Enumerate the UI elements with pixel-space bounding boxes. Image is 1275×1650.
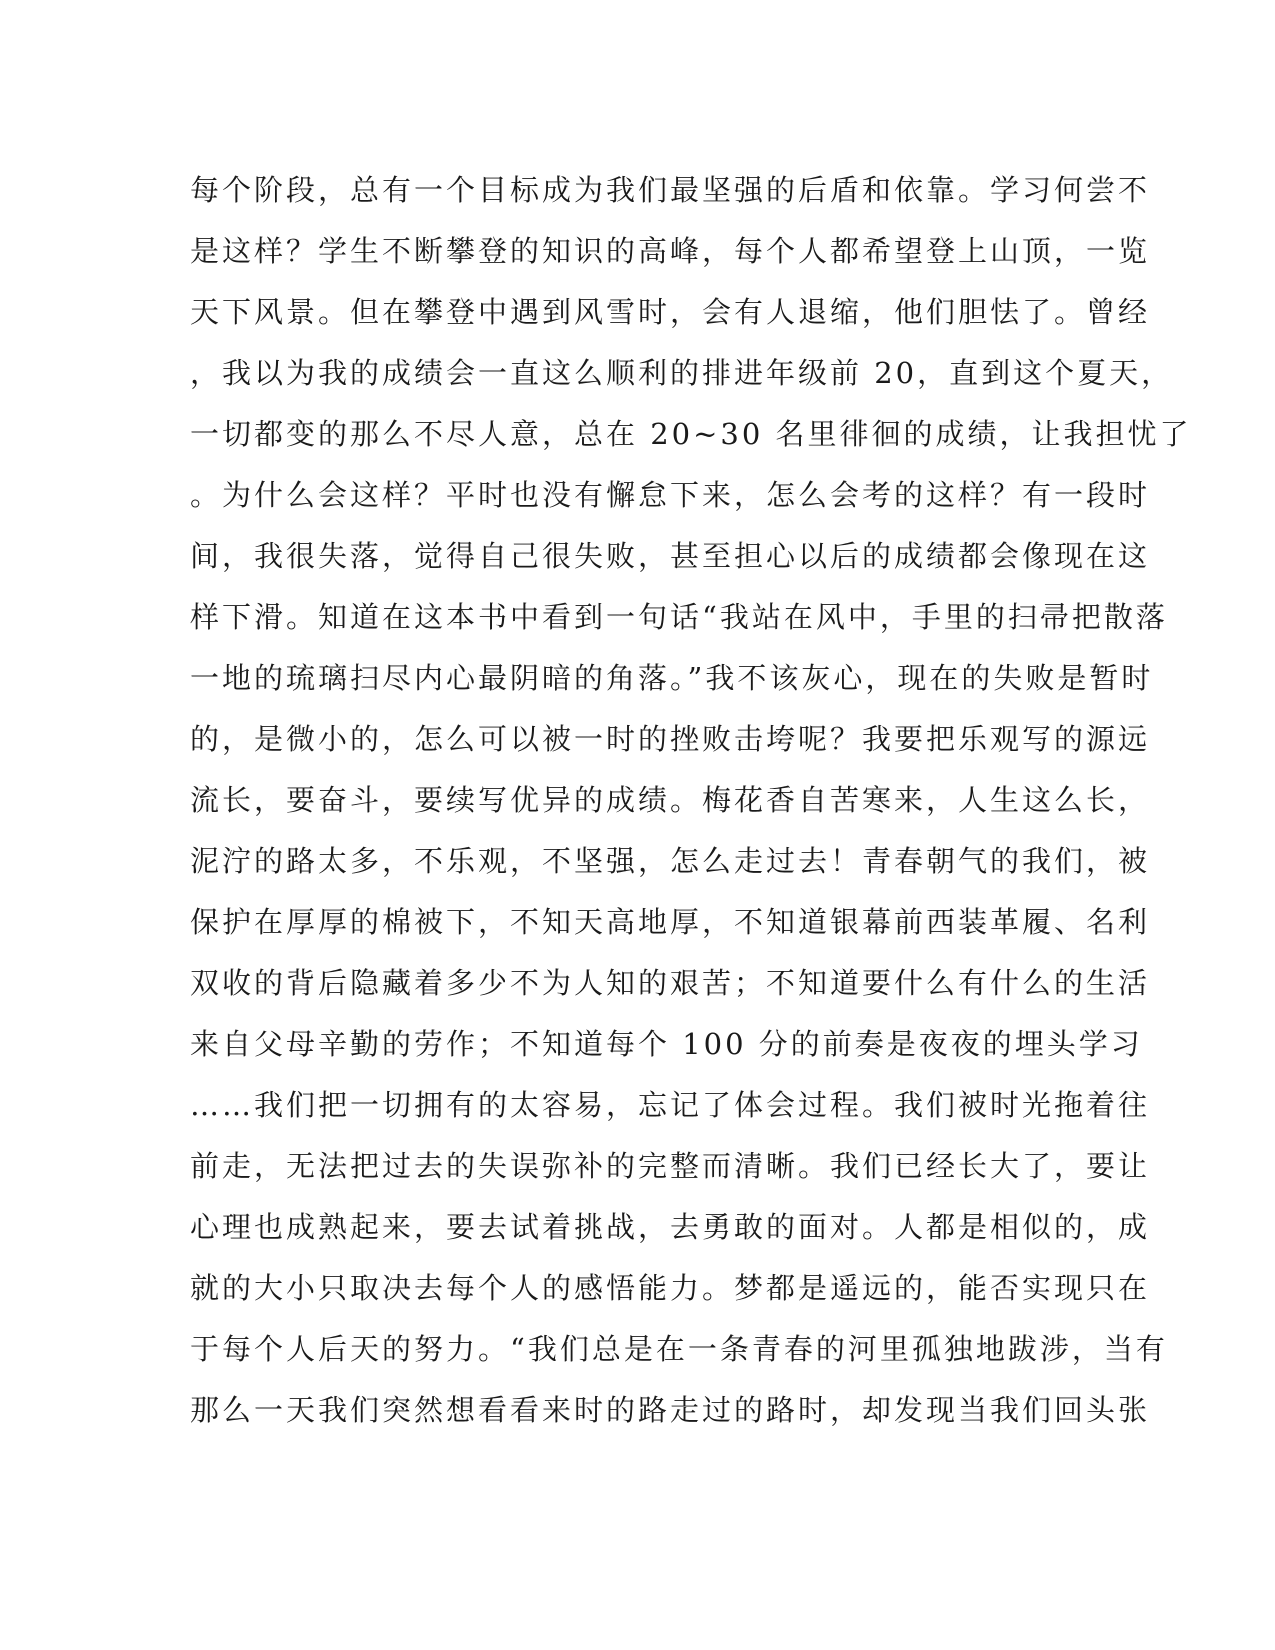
text-line: 流长，要奋斗，要续写优异的成绩。梅花香自苦寒来，人生这么长， [190, 783, 1151, 817]
text-line: 每个阶段，总有一个目标成为我们最坚强的后盾和依靠。学习何尝不 [190, 173, 1151, 207]
text-line: 来自父母辛勤的劳作；不知道每个 100 分的前奏是夜夜的埋头学习 [190, 1027, 1143, 1061]
text-line: 心理也成熟起来，要去试着挑战，去勇敢的面对。人都是相似的，成 [190, 1210, 1151, 1244]
text-line: 。为什么会这样？平时也没有懈怠下来，怎么会考的这样？有一段时 [190, 478, 1151, 512]
text-line: 双收的背后隐藏着多少不为人知的艰苦；不知道要什么有什么的生活 [190, 966, 1151, 1000]
text-line: 前走，无法把过去的失误弥补的完整而清晰。我们已经长大了，要让 [190, 1149, 1151, 1183]
text-line: ，我以为我的成绩会一直这么顺利的排进年级前 20，直到这个夏天， [190, 356, 1174, 390]
text-line: 保护在厚厚的棉被下，不知天高地厚，不知道银幕前西装革履、名利 [190, 905, 1151, 939]
text-line: 天下风景。但在攀登中遇到风雪时，会有人退缩，他们胆怯了。曾经 [190, 295, 1151, 329]
text-line: 是这样？学生不断攀登的知识的高峰，每个人都希望登上山顶，一览 [190, 234, 1151, 268]
text-line: 那么一天我们突然想看看来时的路走过的路时，却发现当我们回头张 [190, 1393, 1151, 1427]
text-line: 一切都变的那么不尽人意，总在 20~30 名里徘徊的成绩，让我担忧了 [190, 417, 1192, 451]
text-line: 一地的琉璃扫尽内心最阴暗的角落。”我不该灰心，现在的失败是暂时 [190, 661, 1154, 695]
text-line: 的，是微小的，怎么可以被一时的挫败击垮呢？我要把乐观写的源远 [190, 722, 1151, 756]
text-line: 样下滑。知道在这本书中看到一句话“我站在风中，手里的扫帚把散落 [190, 600, 1168, 634]
text-line: ……我们把一切拥有的太容易，忘记了体会过程。我们被时光拖着往 [190, 1088, 1151, 1122]
body-text [190, 160, 1192, 1441]
text-line: 间，我很失落，觉得自己很失败，甚至担心以后的成绩都会像现在这 [190, 539, 1151, 573]
text-line: 于每个人后天的努力。“我们总是在一条青春的河里孤独地跋涉，当有 [190, 1332, 1168, 1366]
text-line: 泥泞的路太多，不乐观，不坚强，怎么走过去！青春朝气的我们，被 [190, 844, 1151, 878]
text-line: 就的大小只取决去每个人的感悟能力。梦都是遥远的，能否实现只在 [190, 1271, 1151, 1305]
